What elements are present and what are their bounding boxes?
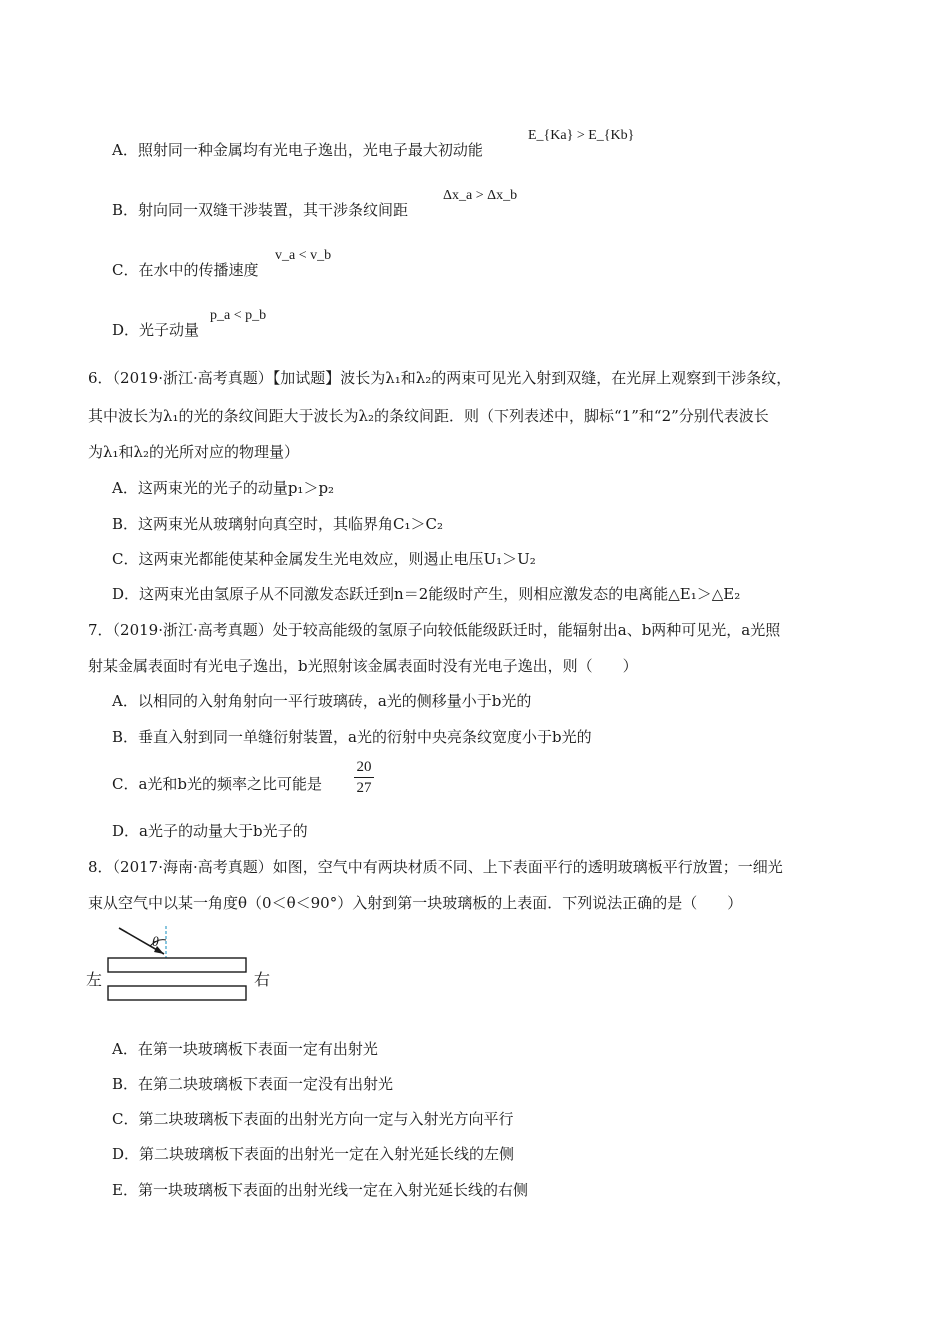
left-label: 左 — [86, 970, 103, 989]
q6-stem-line1: 6．（2019·浙江·高考真题）【加试题】波长为λ₁和λ₂的两束可见光入射到双缝，在光屏上观察到干涉条纹， — [88, 369, 792, 387]
q8-glass-plates-figure — [84, 924, 284, 1010]
q5-option-d: D．光子动量 — [112, 321, 200, 339]
q6-stem-line2: 其中波长为λ₁的光的条纹间距大于波长为λ₂的条纹间距．则（下列表述中，脚标“1”和“2”分别代表波长 — [88, 407, 769, 425]
q5-option-b-math: Δx_a > Δx_b — [443, 188, 518, 203]
q8-option-e: E．第一块玻璃板下表面的出射光线一定在入射光延长线的右侧 — [112, 1181, 528, 1199]
q6-stem-line3: 为λ₁和λ₂的光所对应的物理量） — [88, 443, 300, 461]
q7-option-c-fraction — [354, 758, 374, 797]
glass-plate-1 — [108, 958, 246, 972]
q7-option-a: A．以相同的入射角射向一平行玻璃砖，a光的侧移量小于b光的 — [112, 692, 532, 710]
q6-option-d: D．这两束光由氢原子从不同激发态跃迁到n＝2能级时产生，则相应激发态的电离能△E₁＞△E₂ — [112, 585, 741, 603]
q6-option-b: B．这两束光从玻璃射向真空时，其临界角C₁＞C₂ — [112, 515, 444, 533]
q8-stem-line2: 束从空气中以某一角度θ（0＜θ＜90°）入射到第一块玻璃板的上表面．下列说法正确的是（ ） — [88, 894, 743, 912]
q8-option-a: A．在第一块玻璃板下表面一定有出射光 — [112, 1040, 378, 1058]
q5-option-c-math: v_a < v_b — [275, 248, 332, 263]
q8-option-c: C．第二块玻璃板下表面的出射光方向一定与入射光方向平行 — [112, 1110, 514, 1128]
fraction-bar — [354, 777, 374, 778]
glass-plate-2 — [108, 986, 246, 1000]
q5-option-c: C．在水中的传播速度 — [112, 261, 259, 279]
q7-option-c: C．a光和b光的频率之比可能是 — [112, 775, 323, 793]
q5-option-b: B．射向同一双缝干涉装置，其干涉条纹间距 — [112, 201, 409, 219]
q7-stem-line2: 射某金属表面时有光电子逸出，b光照射该金属表面时没有光电子逸出，则（ ） — [88, 657, 638, 675]
q8-option-d: D．第二块玻璃板下表面的出射光一定在入射光延长线的左侧 — [112, 1145, 515, 1163]
angle-label: θ — [152, 935, 159, 950]
q7-stem-line1: 7．（2019·浙江·高考真题）处于较高能级的氢原子向较低能级跃迁时，能辐射出a、b两种可见光，a光照 — [88, 621, 781, 639]
q8-option-b: B．在第二块玻璃板下表面一定没有出射光 — [112, 1075, 394, 1093]
q5-option-a-math: E_{Ka} > E_{Kb} — [528, 128, 635, 143]
q7-option-b: B．垂直入射到同一单缝衍射装置，a光的衍射中央亮条纹宽度小于b光的 — [112, 728, 592, 746]
q6-option-c: C．这两束光都能使某种金属发生光电效应，则遏止电压U₁＞U₂ — [112, 550, 536, 568]
q7-option-d: D．a光子的动量大于b光子的 — [112, 822, 308, 840]
q5-option-d-math: p_a < p_b — [210, 308, 267, 323]
q6-option-a: A．这两束光的光子的动量p₁＞p₂ — [112, 479, 335, 497]
q8-stem-line1: 8．（2017·海南·高考真题）如图，空气中有两块材质不同、上下表面平行的透明玻璃板平行放置；一细光 — [88, 858, 783, 876]
q5-option-a: A．照射同一种金属均有光电子逸出，光电子最大初动能 — [112, 141, 483, 159]
fraction-denominator: 27 — [356, 780, 372, 796]
right-label: 右 — [254, 970, 271, 989]
fraction-numerator: 20 — [356, 759, 372, 775]
